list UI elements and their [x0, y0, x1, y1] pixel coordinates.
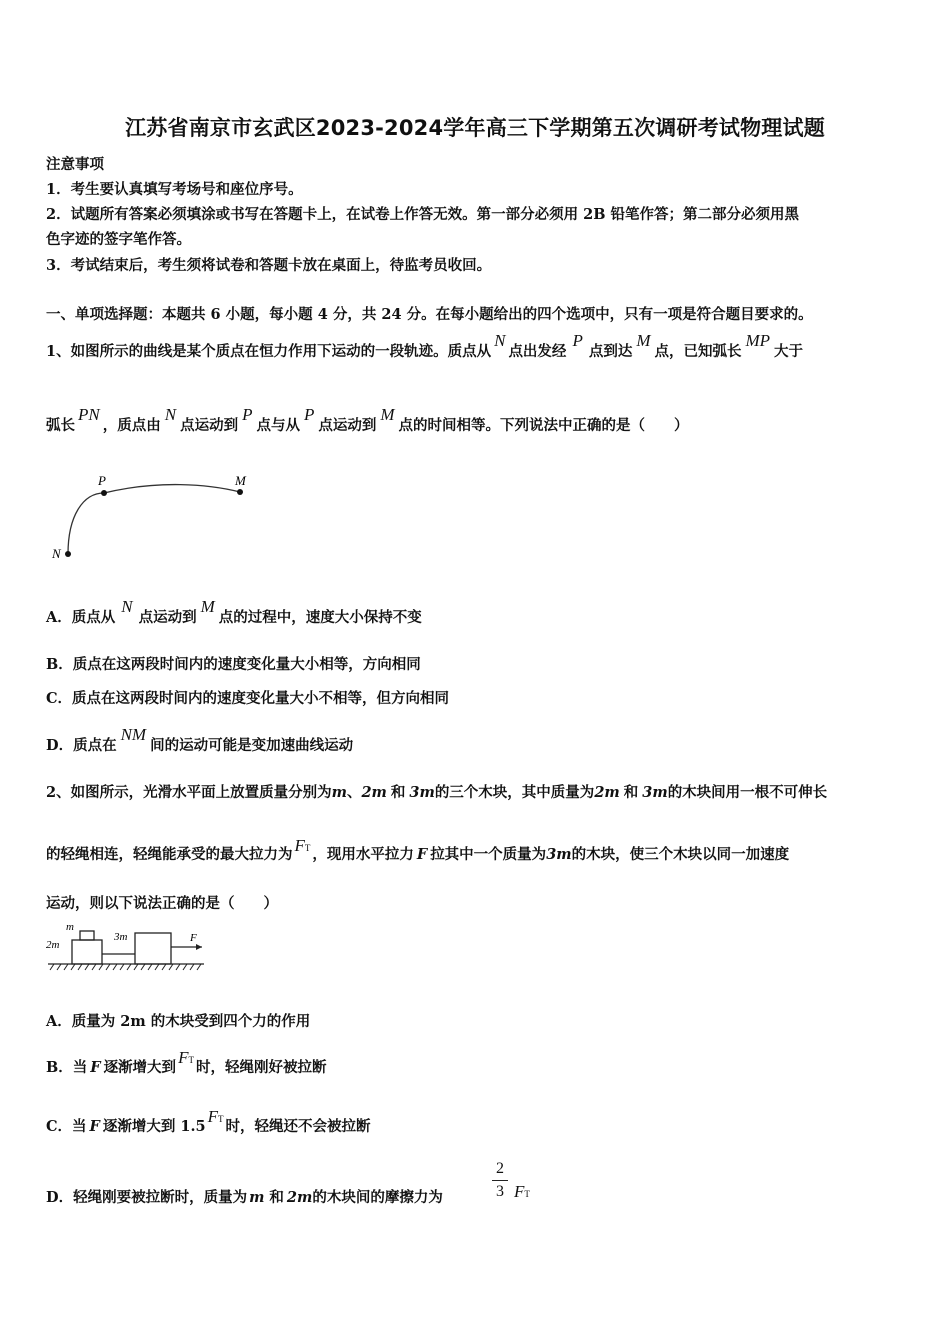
q1-var-P: P [303, 405, 315, 424]
FT-T: T [188, 1055, 194, 1065]
q1-text: 点与从 [256, 417, 300, 434]
notice-item-2-line-1: 2．试题所有答案必须填涂或书写在答题卡上，在试卷上作答无效。第一部分必须用 2B 铅笔作答；第二部分必须用黑 [46, 206, 800, 223]
q1-text: 弧长 [46, 417, 75, 434]
q1-var-PN: PN [78, 405, 100, 424]
arrow-head-icon [196, 944, 202, 950]
block-3m [135, 933, 171, 964]
fraction-bar [492, 1180, 508, 1181]
block-2m [72, 940, 102, 964]
fig-label-2m: 2m [46, 939, 60, 951]
q2-text: 和 [623, 784, 639, 801]
q2-text: 拉其中一个质量为 [430, 846, 547, 863]
q1-stem-line-2 [46, 405, 689, 435]
option-text: C．当 [46, 1118, 87, 1135]
FT-T: T [524, 1189, 530, 1199]
notice-item-2-line-2: 色字迹的签字笔作答。 [46, 231, 191, 248]
q2-text: 的木块间用一根不可伸长 [667, 784, 828, 801]
point-M-dot [237, 489, 243, 495]
q2-var-2m: 2m [286, 1189, 313, 1206]
q2-var-F: F [416, 846, 428, 863]
q2-stem-line-3: 运动，则以下说法正确的是（ ） [46, 895, 278, 912]
q1-text: 点到达 [588, 343, 633, 360]
q2-var-m: m [331, 784, 347, 801]
option-text: 点运动到 [138, 609, 197, 626]
q1-var-NM: NM [120, 725, 147, 744]
trajectory-curve [68, 485, 240, 554]
option-text: 的木块间的摩擦力为 [312, 1189, 443, 1206]
q1-text: 点运动到 [318, 417, 377, 434]
q2-var-m: m [249, 1189, 265, 1206]
q1-var-M: M [636, 331, 651, 350]
notice-heading: 注意事项 [46, 156, 104, 173]
fig-label-m: m [66, 921, 74, 933]
page-title: 江苏省南京市玄武区2023-2024学年高三下学期第五次调研考试物理试题 [125, 116, 825, 140]
FT-T: T [304, 843, 311, 853]
q1-var-MP: MP [745, 331, 771, 350]
q1-var-N: N [494, 331, 506, 350]
option-text: A．质点从 [46, 609, 116, 626]
option-text: 时，轻绳刚好被拉断 [195, 1059, 327, 1076]
fraction-numerator: 2 [496, 1160, 504, 1177]
q2-var-3m: 3m [409, 784, 435, 801]
FT-F: F [178, 1048, 189, 1067]
q1-text: 点，已知弧长 [654, 343, 742, 360]
q1-text: 点的时间相等。下列说法中正确的是（ ） [398, 417, 689, 434]
point-N-dot [65, 551, 71, 557]
q1-text: ，质点由 [102, 417, 161, 434]
option-text: 点的过程中，速度大小保持不变 [218, 609, 422, 626]
q1-var-P: P [572, 331, 583, 350]
q2-text: 2、如图所示，光滑水平面上放置质量分别为 [46, 784, 332, 801]
q2-stem-line-2 [46, 836, 790, 864]
q2-var-FT [295, 836, 311, 855]
option-text: D．质点在 [46, 737, 117, 754]
q2-text: 和 [390, 784, 406, 801]
fig-label-N: N [52, 546, 61, 561]
q1-text: 大于 [774, 343, 804, 360]
fig-label-3m: 3m [114, 931, 128, 943]
q1-stem-line-1 [46, 331, 804, 361]
q2-text: 的木块，使三个木块以同一加速度 [571, 846, 790, 863]
q2-var-2m: 2m [361, 784, 387, 801]
q1-option-A [46, 597, 422, 627]
section-heading: 一、单项选择题：本题共 6 小题，每小题 4 分，共 24 分。在每小题给出的四个选项中，只有一项是符合题目要求的。 [46, 306, 813, 323]
FT-T: T [218, 1114, 224, 1124]
q1-var-M: M [380, 405, 395, 424]
q2-option-C [46, 1107, 371, 1136]
option-text: 逐渐增大到 1.5 [102, 1118, 206, 1135]
q2-option-D [46, 1186, 443, 1207]
ground-hatching [50, 964, 201, 970]
q1-var-N: N [164, 405, 177, 424]
block-m [80, 931, 94, 940]
q2-text: 的三个木块，其中质量为 [434, 784, 595, 801]
point-P-dot [101, 490, 107, 496]
option-text: 逐渐增大到 [103, 1059, 177, 1076]
q1-var-P: P [242, 405, 253, 424]
fraction-denominator: 3 [496, 1183, 504, 1200]
FT-F: F [294, 836, 305, 855]
q1-option-D [46, 725, 354, 755]
q1-var-M: M [200, 597, 215, 616]
q2-var-FT [208, 1107, 224, 1126]
option-text: B．当 [46, 1059, 88, 1076]
option-text: 时，轻绳还不会被拉断 [225, 1118, 371, 1135]
q2-var-2m: 2m [594, 784, 620, 801]
q2-var-FT [178, 1048, 194, 1067]
q2-text: 、 [346, 784, 362, 801]
q2-var-FT [514, 1182, 530, 1202]
q2-var-3m: 3m [546, 846, 572, 863]
q1-text: 点运动到 [180, 417, 239, 434]
q2-option-A: A．质量为 2m 的木块受到四个力的作用 [46, 1013, 311, 1030]
q2-var-F: F [90, 1059, 101, 1076]
q1-option-C: C．质点在这两段时间内的速度变化量大小不相等，但方向相同 [46, 690, 450, 707]
q2-option-B [46, 1048, 327, 1077]
q1-trajectory-figure [48, 468, 258, 568]
notice-item-3: 3．考试结束后，考生须将试卷和答题卡放在桌面上，待监考员收回。 [46, 257, 492, 274]
fraction [492, 1160, 508, 1201]
fig-label-F: F [190, 932, 197, 944]
fig-label-M: M [235, 473, 246, 488]
option-text: D．轻绳刚要被拉断时，质量为 [46, 1189, 248, 1206]
FT-F: F [207, 1107, 219, 1126]
q2-stem-line-1 [46, 781, 827, 802]
q2-var-F: F [89, 1118, 100, 1135]
q2-text: ，现用水平拉力 [312, 846, 414, 863]
q2-var-3m: 3m [642, 784, 668, 801]
q2-text: 和 [269, 1189, 284, 1206]
q1-option-B: B．质点在这两段时间内的速度变化量大小相等，方向相同 [46, 656, 421, 673]
q1-var-N: N [121, 597, 133, 616]
fig-label-P: P [98, 473, 106, 488]
q2-text: 的轻绳相连，轻绳能承受的最大拉力为 [46, 846, 293, 863]
q1-text: 1、如图所示的曲线是某个质点在恒力作用下运动的一段轨迹。质点从 [46, 343, 492, 360]
FT-F: F [514, 1182, 525, 1201]
option-text: 间的运动可能是变加速曲线运动 [150, 737, 354, 754]
notice-item-1: 1．考生要认真填写考场号和座位序号。 [46, 181, 303, 198]
q1-text: 点出发经 [508, 343, 567, 360]
q2-blocks-figure [44, 920, 214, 972]
